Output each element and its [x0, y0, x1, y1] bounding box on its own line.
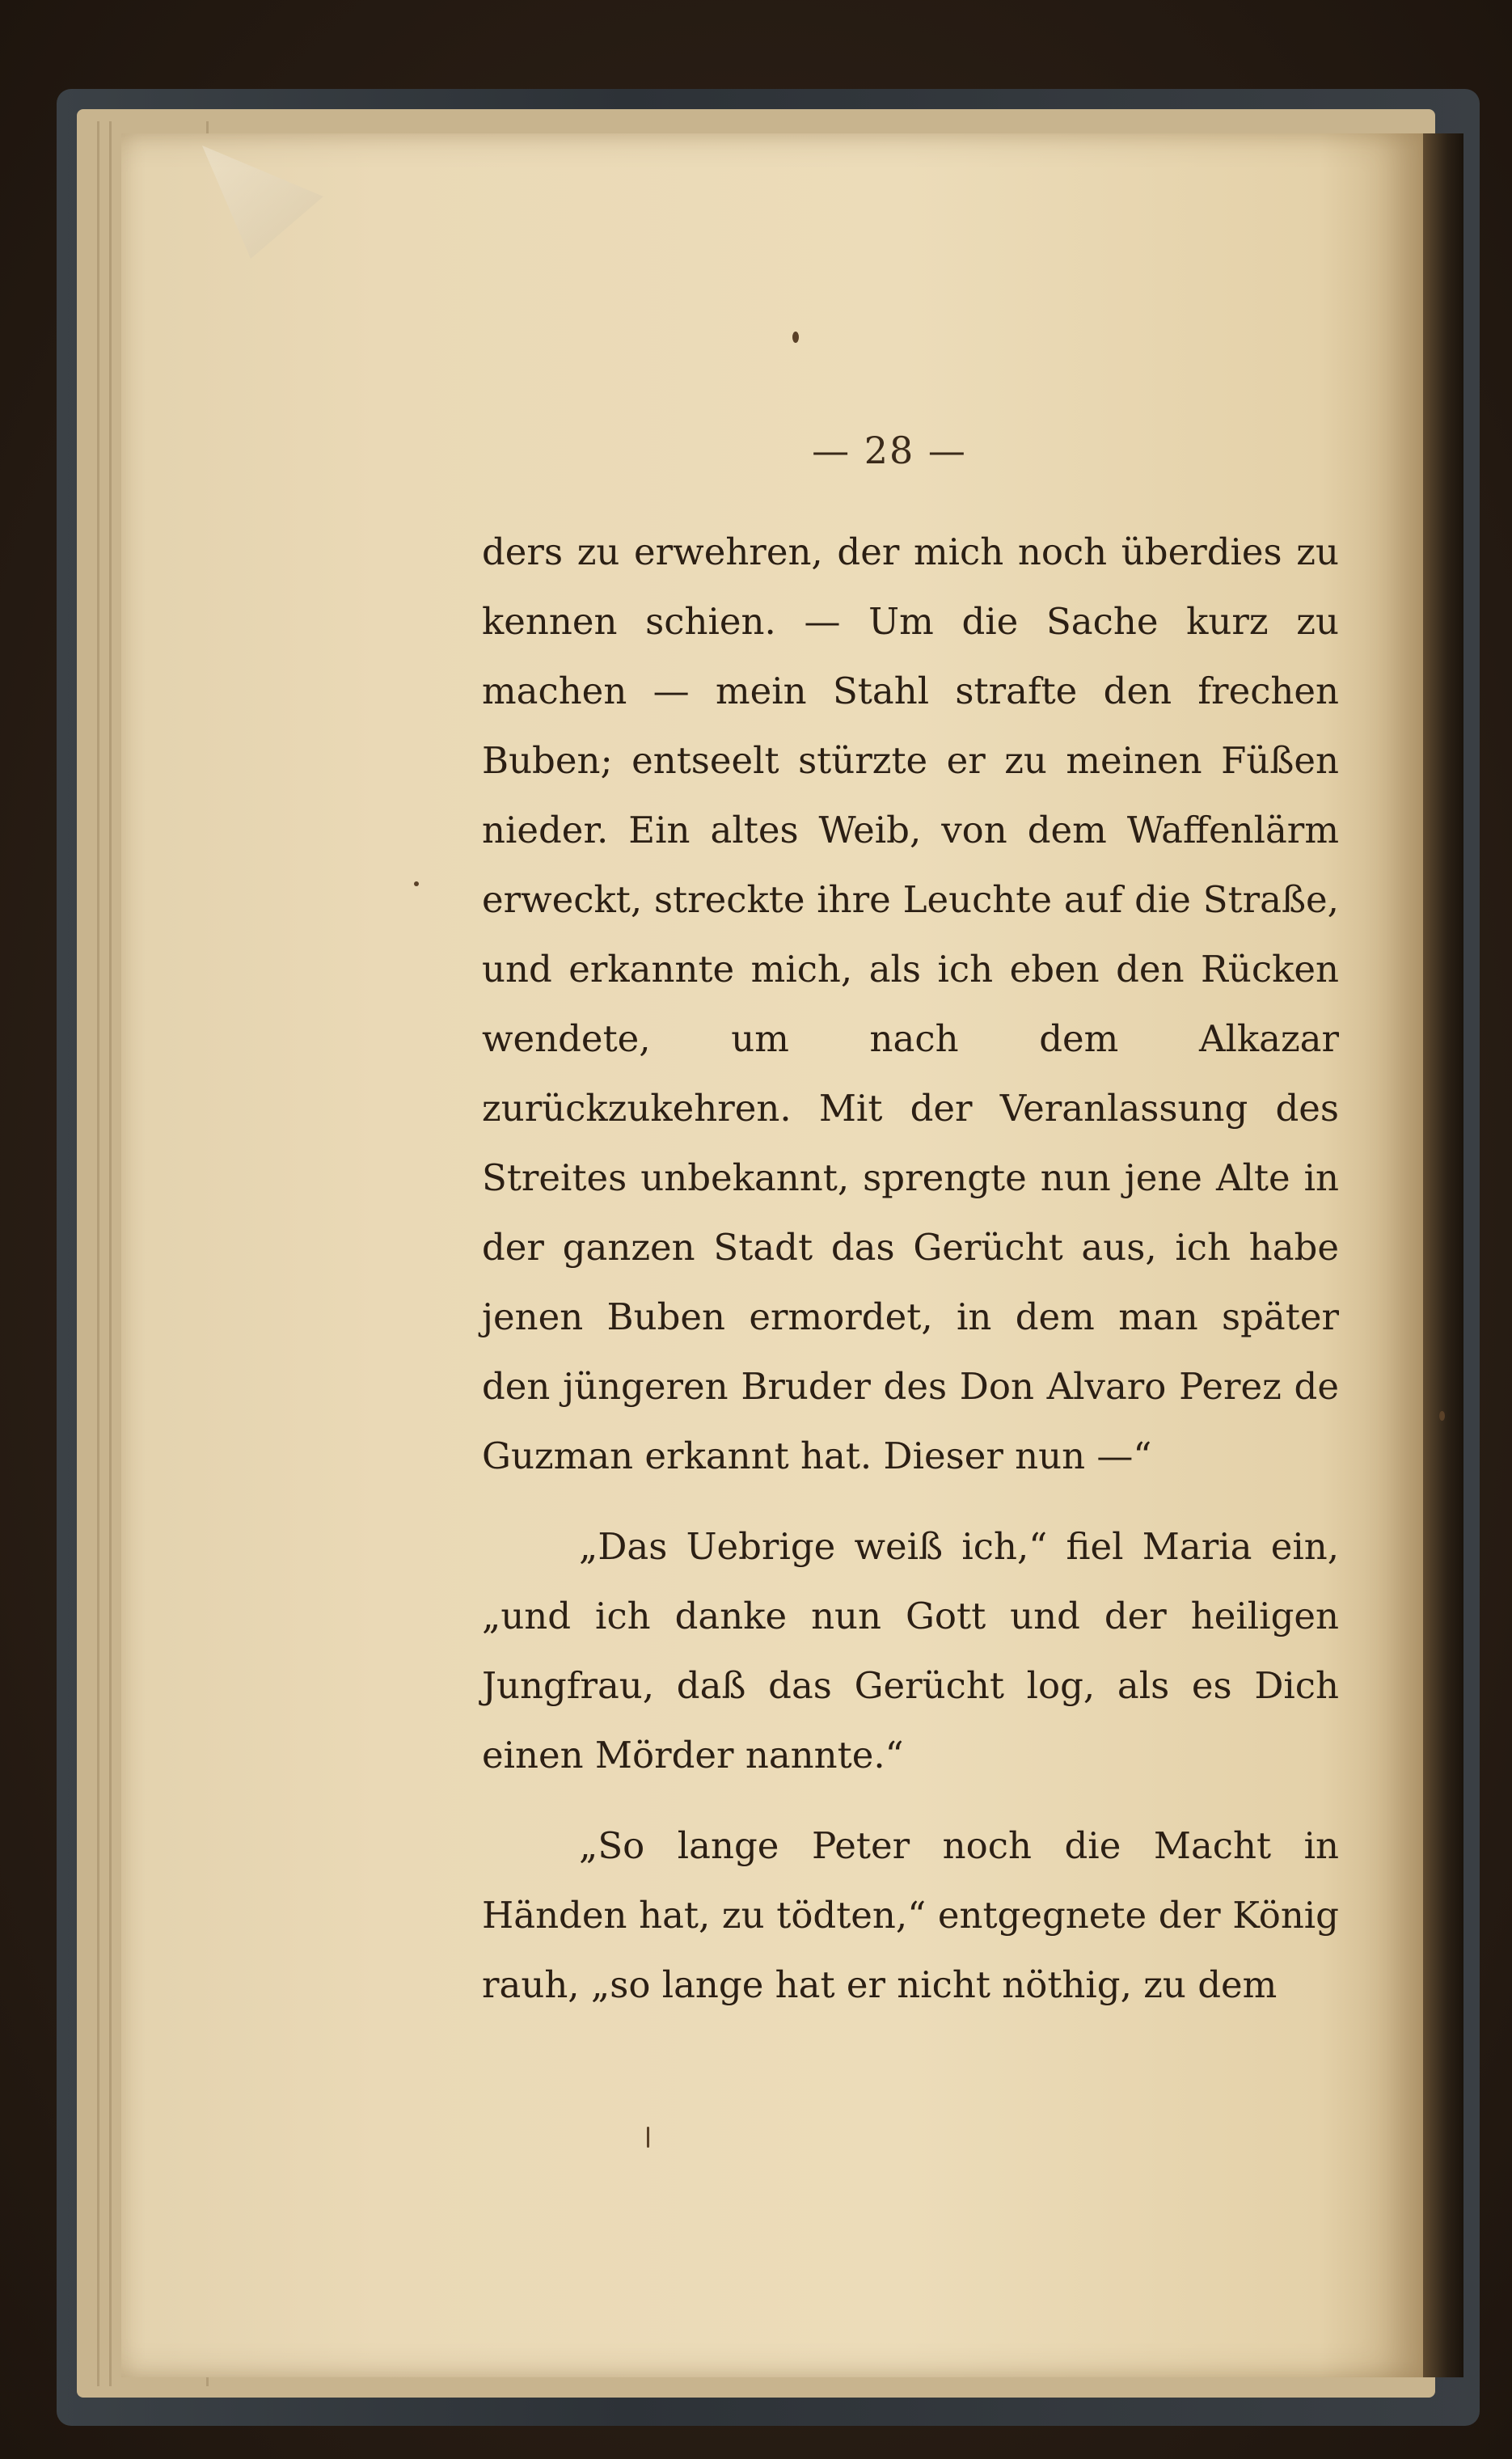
- body-text: [482, 518, 1339, 2041]
- paragraph-1: ders zu erwehren, der mich noch überdies zu kennen schien. — Um die Sache kurz zu machen — mein Stahl strafte den frechen Buben; entseelt stürzte er zu meinen Füßen nieder. Ein altes Weib, von dem Waffenlärm erweckt, streckte ihre Leuchte auf die Straße, und erkannte mich, als ich eben den Rücken wendete, um nach dem Alkazar zurückzukehren. Mit der Veranlassung des Streites unbekannt, sprengte nun jene Alte in der ganzen Stadt das Gerücht aus, ich habe jenen Buben ermordet, in dem man später den jüngeren Bruder des Don Alvaro Perez de Guzman erkannt hat. Dieser nun —“: [482, 530, 1339, 1477]
- book-spine: [1423, 133, 1463, 2377]
- page-number: — 28 —: [812, 429, 967, 472]
- ink-speck: [647, 2127, 649, 2148]
- paragraph-2: „Das Uebrige weiß ich,“ fiel Maria ein, „und ich danke nun Gott und der heiligen Jungfrau, daß das Gerücht log, als es Dich einen Mörder nannte.“: [482, 1525, 1339, 1777]
- paragraph-3: „So lange Peter noch die Macht in Händen hat, zu tödten,“ entgegnete der König rauh, „so lange hat er nicht nöthig, zu dem: [482, 1824, 1339, 2006]
- page-edge: [109, 121, 112, 2386]
- ink-speck: [792, 332, 799, 343]
- ink-speck: [1439, 1411, 1445, 1421]
- ink-speck: [414, 881, 419, 886]
- page-edge: [97, 121, 99, 2386]
